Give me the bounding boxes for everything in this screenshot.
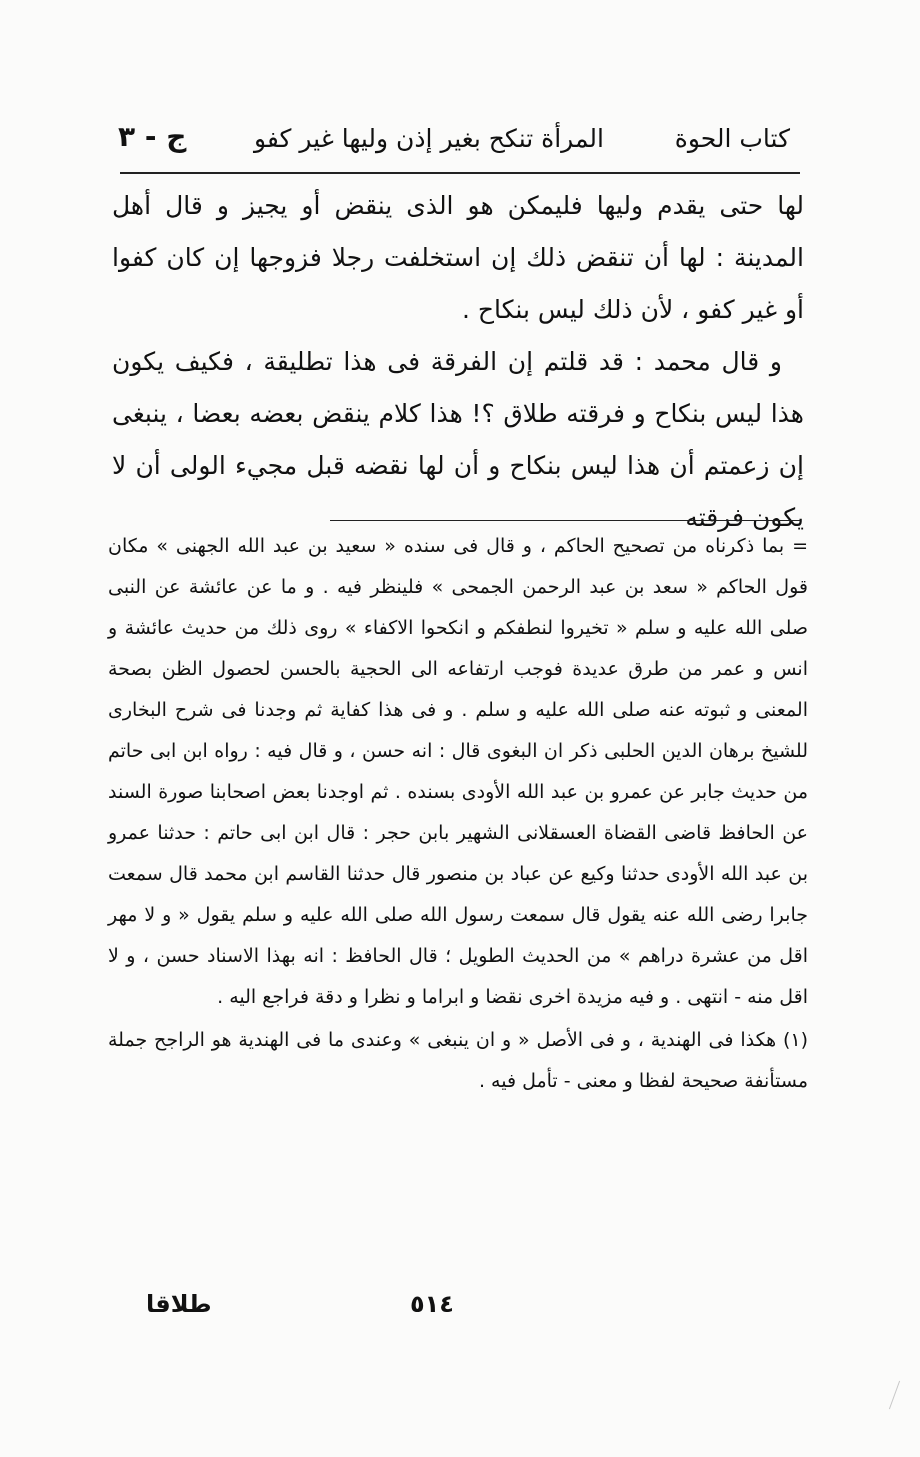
page-number: ٥١٤ bbox=[410, 1290, 454, 1318]
footnote-rule bbox=[330, 520, 800, 521]
running-header bbox=[110, 118, 790, 166]
footnote-continuation: = بما ذكرناه من تصحيح الحاكم ، و قال فى سنده « سعيد بن عبد الله الجهنى » مكان قول الحاكم « سعد بن عبد الرحمن الجمحى » فلينظر فيه . و ما عن عائشة عن النبى صلى الله عليه و سلم « تخيروا لنطفكم و انكحوا الاكفاء » روى ذلك من حديث عائشة و انس و عمر من طرق عديدة فوجب ارتفاعه الى الحجية بالحسن لحصول الظن بصحة المعنى و ثبوته عنه صلى الله عليه و سلم . و فى هذا كفاية ثم وجدنا فى شرح البخارى للشيخ برهان الدين الحلبى ذكر ان البغوى قال : انه حسن ، و قال فيه : رواه ابن ابى حاتم من حديث جابر عن عمرو بن عبد الله الأودى بسنده . ثم اوجدنا بعض اصحابنا صورة السند عن الحافظ قاضى القضاة العسقلانى الشهير بابن حجر : قال ابن ابى حاتم : حدثنا عمرو بن عبد الله الأودى حدثنا وكيع عن عباد بن منصور قال حدثنا القاسم ابن محمد قال سمعت جابرا رضى الله عنه يقول قال سمعت رسول الله صلى الله عليه و سلم يقول « و لا مهر اقل من عشرة دراهم » من الحديث الطويل ؛ قال الحافظ : انه بهذا الاسناد حسن ، و لا اقل منه - انتهى . و فيه مزيدة اخرى نقضا و ابراما و نظرا و دقة فراجع اليه . bbox=[108, 535, 808, 1008]
book-title: كتاب الحوة bbox=[674, 124, 790, 153]
footnotes bbox=[108, 526, 808, 1102]
volume-number: ج - ٣ bbox=[118, 120, 187, 153]
chapter-title: المرأة تنكح بغير إذن وليها غير كفو bbox=[253, 124, 604, 153]
header-rule bbox=[120, 172, 800, 174]
scan-mark bbox=[889, 1381, 900, 1410]
body-paragraph: و قال محمد : قد قلتم إن الفرقة فى هذا تطليقة ، فكيف يكون هذا ليس بنكاح و فرقته طلاق ؟! هذا كلام ينقض بعضه بعضا ، ينبغى إن زعمتم أن هذا ليس بنكاح و أن لها نقضه قبل مجيء الولى أن لا يكون فرقته bbox=[112, 347, 804, 532]
footnote-1: (١) هكذا فى الهندية ، و فى الأصل « و ان ينبغى » وعندى ما فى الهندية هو الراجح جملة مستأنفة صحيحة لفظا و معنى - تأمل فيه . bbox=[108, 1029, 808, 1092]
main-text bbox=[112, 180, 804, 544]
body-paragraph: لها حتى يقدم وليها فليمكن هو الذى ينقض أو يجيز و قال أهل المدينة : لها أن تنقض ذلك إن استخلفت رجلا فزوجها إن كان كفوا أو غير كفو ، لأن ذلك ليس بنكاح . bbox=[112, 191, 804, 324]
catchword: طلاقا bbox=[146, 1290, 212, 1318]
page-footer bbox=[130, 1290, 810, 1330]
